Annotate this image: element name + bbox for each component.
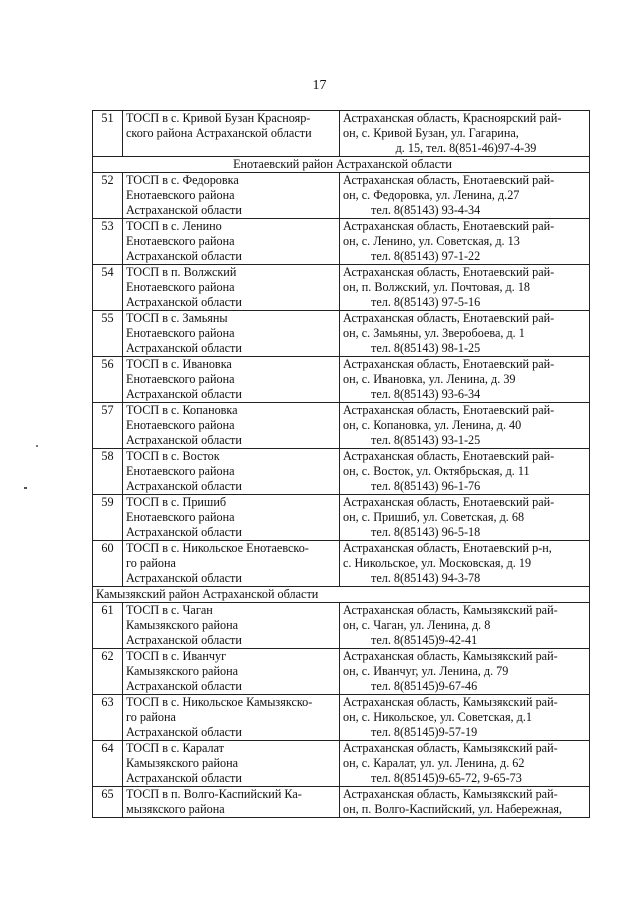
office-address-cell — [340, 449, 590, 495]
table-row — [93, 311, 590, 357]
office-phone-line: д. 15, тел. 8(851-46)97-4-39 — [395, 141, 537, 155]
office-address-line: Астраханская область, Камызякский рай- — [343, 649, 558, 663]
office-address-line: Астраханская область, Камызякский рай- — [343, 695, 558, 709]
office-address-line: он, с. Пришиб, ул. Советская, д. 68 — [343, 510, 525, 524]
office-name-cell — [123, 603, 340, 649]
office-name-cell — [123, 541, 340, 587]
page-number: 17 — [312, 78, 327, 93]
office-name-cell — [123, 403, 340, 449]
row-number: 61 — [93, 603, 123, 649]
office-name-line: Астраханской области — [126, 771, 242, 785]
office-address-cell — [340, 265, 590, 311]
row-number: 51 — [93, 111, 123, 157]
office-phone-line: тел. 8(85145)9-65-72, 9-65-73 — [371, 771, 522, 785]
office-phone-line: тел. 8(85143) 93-6-34 — [371, 387, 481, 401]
office-name-line: Астраханской области — [126, 433, 242, 447]
office-address-line: он, п. Волжский, ул. Почтовая, д. 18 — [343, 280, 531, 294]
office-name-line: Астраханской области — [126, 633, 242, 647]
office-address-line: он, с. Никольское, ул. Советская, д.1 — [343, 710, 532, 724]
office-name-line: Енотаевского района — [126, 418, 235, 432]
office-name-cell — [123, 173, 340, 219]
table-row — [93, 403, 590, 449]
office-name-line: ского района Астраханской области — [126, 126, 312, 140]
office-address-line: он, п. Волго-Каспийский, ул. Набережная, — [343, 802, 563, 816]
office-address-line: Астраханская область, Енотаевский рай- — [343, 449, 555, 463]
scan-speck — [24, 487, 27, 489]
office-address-line: он, с. Иванчуг, ул. Ленина, д. 79 — [343, 664, 509, 678]
office-address-line: он, с. Копановка, ул. Ленина, д. 40 — [343, 418, 522, 432]
office-address-line: он, с. Каралат, ул. ул. Ленина, д. 62 — [343, 756, 525, 770]
office-address-line: Астраханская область, Камызякский рай- — [343, 787, 558, 801]
office-address-cell — [340, 311, 590, 357]
office-address-line: Астраханская область, Енотаевский рай- — [343, 173, 555, 187]
office-address-line: он, с. Ивановка, ул. Ленина, д. 39 — [343, 372, 516, 386]
office-name-line: Астраханской области — [126, 249, 242, 263]
office-address-line: с. Никольское, ул. Московская, д. 19 — [343, 556, 532, 570]
table-row — [93, 695, 590, 741]
office-address-line: Астраханская область, Енотаевский рай- — [343, 403, 555, 417]
office-name-line: ТОСП в с. Замьяны — [126, 311, 228, 325]
office-name-line: ТОСП в п. Волго-Каспийский Ка- — [126, 787, 302, 801]
office-address-line: Астраханская область, Камызякский рай- — [343, 603, 558, 617]
office-phone-line: тел. 8(85143) 93-4-34 — [371, 203, 481, 217]
office-name-line: ТОСП в с. Каралат — [126, 741, 225, 755]
office-address-cell — [340, 219, 590, 265]
office-address-line: он, с. Федоровка, ул. Ленина, д.27 — [343, 188, 520, 202]
office-name-line: ТОСП в с. Иванчуг — [126, 649, 227, 663]
table-row — [93, 787, 590, 818]
office-phone-line: тел. 8(85143) 94-3-78 — [371, 571, 481, 585]
table-row — [93, 173, 590, 219]
office-name-line: Астраханской области — [126, 295, 242, 309]
table-row — [93, 541, 590, 587]
office-address-line: Астраханская область, Енотаевский рай- — [343, 219, 555, 233]
office-address-line: он, с. Кривой Бузан, ул. Гагарина, — [343, 126, 519, 140]
office-phone-line: тел. 8(85145)9-57-19 — [371, 725, 478, 739]
office-phone-line: тел. 8(85143) 97-1-22 — [371, 249, 481, 263]
office-name-cell — [123, 311, 340, 357]
section-title: Енотаевский район Астраханской области — [93, 157, 590, 173]
row-number: 55 — [93, 311, 123, 357]
office-name-line: ТОСП в с. Кривой Бузан Краснояр- — [126, 111, 311, 125]
office-phone-line: тел. 8(85145)9-42-41 — [371, 633, 478, 647]
table-row — [93, 495, 590, 541]
office-address-line: Астраханская область, Енотаевский рай- — [343, 357, 555, 371]
office-address-cell — [340, 649, 590, 695]
office-name-line: Астраханской области — [126, 203, 242, 217]
office-name-line: мызякского района — [126, 802, 225, 816]
office-name-line: ТОСП в с. Ивановка — [126, 357, 232, 371]
table-row — [93, 603, 590, 649]
office-name-line: Камызякского района — [126, 664, 239, 678]
office-name-cell — [123, 265, 340, 311]
office-name-line: Енотаевского района — [126, 234, 235, 248]
office-name-cell — [123, 787, 340, 818]
office-phone-line: тел. 8(85143) 98-1-25 — [371, 341, 481, 355]
office-address-line: он, с. Ленино, ул. Советская, д. 13 — [343, 234, 520, 248]
office-address-line: Астраханская область, Камызякский рай- — [343, 741, 558, 755]
office-address-cell — [340, 495, 590, 541]
row-number: 53 — [93, 219, 123, 265]
office-name-line: Енотаевского района — [126, 510, 235, 524]
row-number: 59 — [93, 495, 123, 541]
office-address-cell — [340, 741, 590, 787]
row-number: 60 — [93, 541, 123, 587]
office-name-line: ТОСП в п. Волжский — [126, 265, 237, 279]
office-name-line: ТОСП в с. Никольское Енотаевско- — [126, 541, 309, 555]
office-address-line: Астраханская область, Енотаевский р-н, — [343, 541, 552, 555]
office-address-line: Астраханская область, Красноярский рай- — [343, 111, 562, 125]
office-address-line: Астраханская область, Енотаевский рай- — [343, 265, 555, 279]
office-phone-line: тел. 8(85145)9-67-46 — [371, 679, 478, 693]
office-name-line: ТОСП в с. Чаган — [126, 603, 213, 617]
office-address-cell — [340, 695, 590, 741]
section-header-row — [93, 587, 590, 603]
office-phone-line: тел. 8(85143) 96-1-76 — [371, 479, 481, 493]
row-number: 56 — [93, 357, 123, 403]
office-address-line: Астраханская область, Енотаевский рай- — [343, 311, 555, 325]
office-name-cell — [123, 111, 340, 157]
row-number: 58 — [93, 449, 123, 495]
office-name-line: Камызякского района — [126, 618, 239, 632]
office-address-line: Астраханская область, Енотаевский рай- — [343, 495, 555, 509]
office-address-cell — [340, 357, 590, 403]
office-name-line: го района — [126, 710, 176, 724]
office-address-line: он, с. Чаган, ул. Ленина, д. 8 — [343, 618, 491, 632]
office-address-cell — [340, 111, 590, 157]
office-address-cell — [340, 787, 590, 818]
office-name-line: Астраханской области — [126, 341, 242, 355]
offices-table-body — [93, 111, 590, 818]
office-phone-line: тел. 8(85143) 93-1-25 — [371, 433, 481, 447]
office-address-cell — [340, 603, 590, 649]
row-number: 65 — [93, 787, 123, 818]
office-address-cell — [340, 541, 590, 587]
office-name-line: Астраханской области — [126, 479, 242, 493]
office-name-line: Енотаевского района — [126, 280, 235, 294]
office-name-line: ТОСП в с. Никольское Камызякско- — [126, 695, 313, 709]
table-row — [93, 741, 590, 787]
office-name-cell — [123, 741, 340, 787]
office-name-line: Астраханской области — [126, 725, 242, 739]
office-name-cell — [123, 357, 340, 403]
office-name-line: Астраханской области — [126, 387, 242, 401]
office-name-cell — [123, 219, 340, 265]
office-name-cell — [123, 649, 340, 695]
office-name-line: Камызякского района — [126, 756, 239, 770]
row-number: 52 — [93, 173, 123, 219]
office-address-line: он, с. Замьяны, ул. Зверобоева, д. 1 — [343, 326, 525, 340]
office-address-cell — [340, 173, 590, 219]
office-name-line: Астраханской области — [126, 679, 242, 693]
row-number: 63 — [93, 695, 123, 741]
office-name-line: Енотаевского района — [126, 326, 235, 340]
office-name-line: ТОСП в с. Копановка — [126, 403, 238, 417]
row-number: 64 — [93, 741, 123, 787]
table-row — [93, 265, 590, 311]
office-name-line: ТОСП в с. Федоровка — [126, 173, 239, 187]
scan-speck — [36, 445, 38, 447]
office-name-line: Енотаевского района — [126, 188, 235, 202]
row-number: 54 — [93, 265, 123, 311]
offices-table — [92, 110, 590, 818]
section-header-row — [93, 157, 590, 173]
table-row — [93, 219, 590, 265]
row-number: 62 — [93, 649, 123, 695]
office-name-cell — [123, 449, 340, 495]
office-phone-line: тел. 8(85143) 97-5-16 — [371, 295, 481, 309]
office-phone-line: тел. 8(85143) 96-5-18 — [371, 525, 481, 539]
office-name-line: ТОСП в с. Восток — [126, 449, 220, 463]
table-row — [93, 649, 590, 695]
office-name-line: Енотаевского района — [126, 464, 235, 478]
row-number: 57 — [93, 403, 123, 449]
office-name-line: Астраханской области — [126, 525, 242, 539]
table-row — [93, 111, 590, 157]
table-row — [93, 449, 590, 495]
office-name-cell — [123, 695, 340, 741]
office-address-line: он, с. Восток, ул. Октябрьская, д. 11 — [343, 464, 530, 478]
office-name-line: ТОСП в с. Пришиб — [126, 495, 227, 509]
office-name-line: Астраханской области — [126, 571, 242, 585]
office-name-line: го района — [126, 556, 176, 570]
office-name-line: Енотаевского района — [126, 372, 235, 386]
office-name-cell — [123, 495, 340, 541]
section-title: Камызякский район Астраханской области — [93, 587, 590, 603]
office-address-cell — [340, 403, 590, 449]
table-row — [93, 357, 590, 403]
office-name-line: ТОСП в с. Ленино — [126, 219, 222, 233]
